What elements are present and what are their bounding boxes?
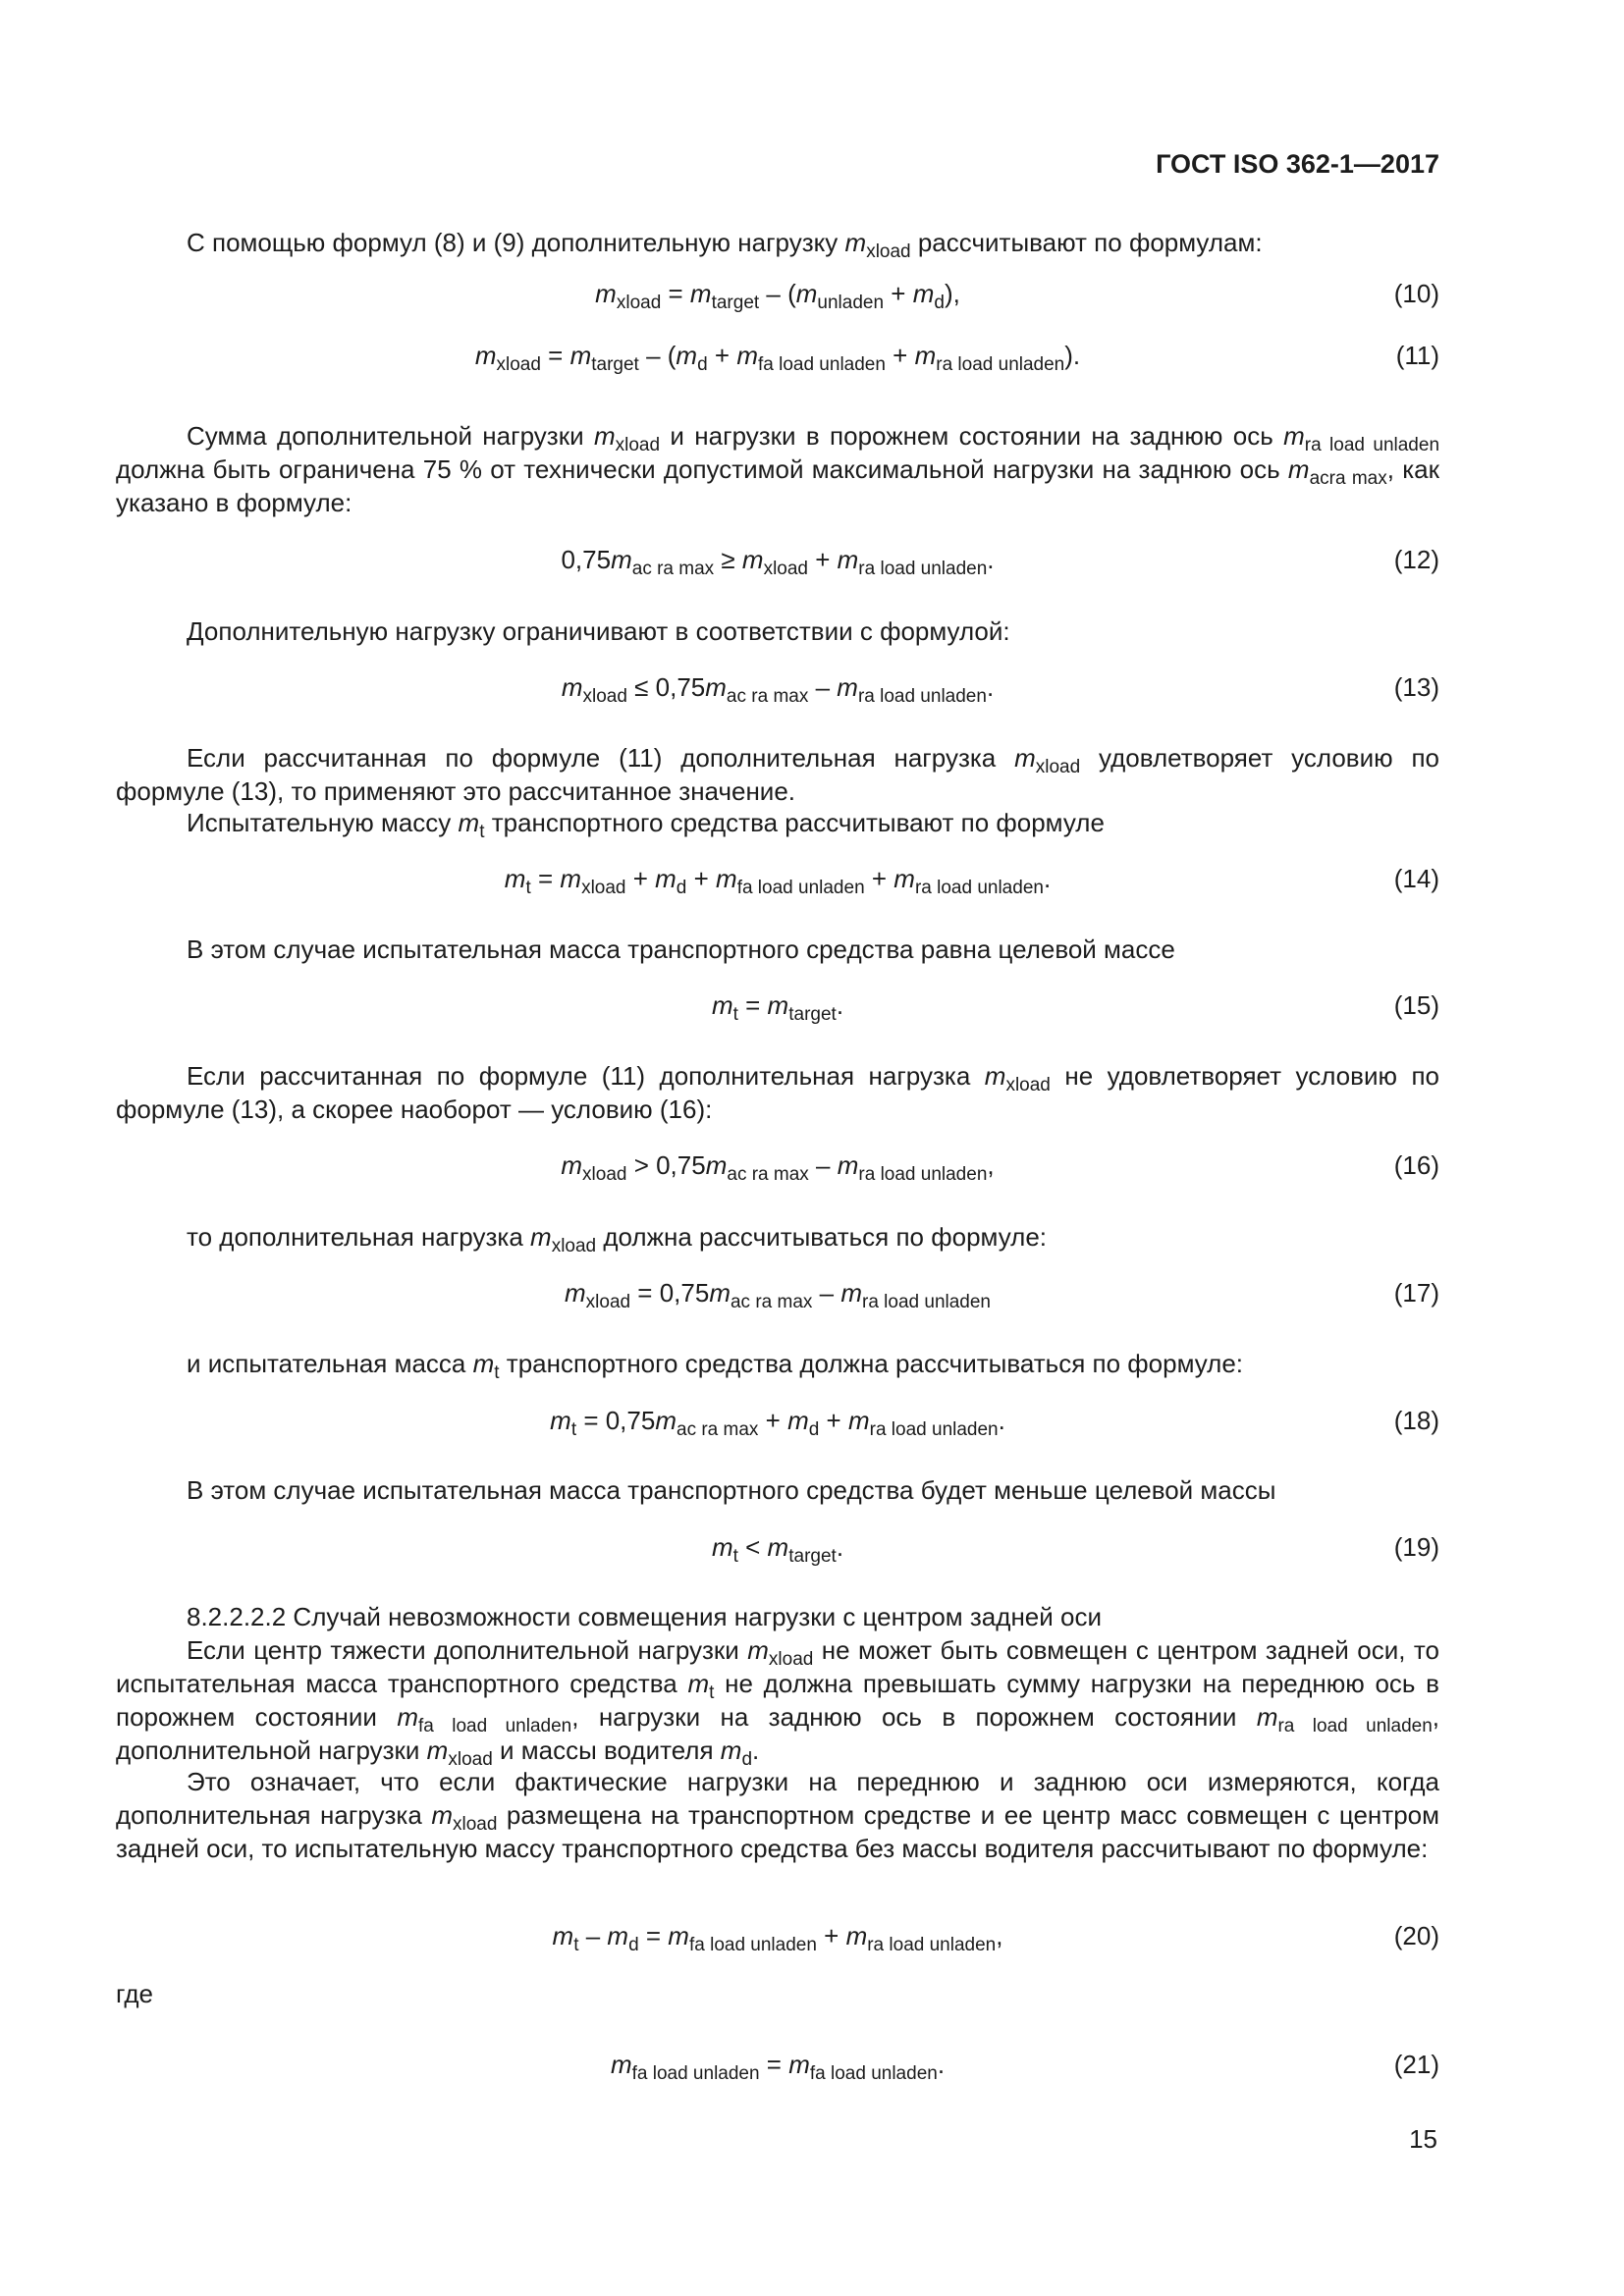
formula-21-expression: $m_{fa load unladen} = m_{fa load unladen}$. — [610, 2050, 946, 2084]
formula-21 — [116, 2048, 1439, 2087]
formula-16-number: (16) — [1393, 1150, 1439, 1180]
formula-14-number: (14) — [1393, 864, 1439, 893]
formula-20-expression: $m_t - m_d = m_{fa load unladen} + m_{ra load unladen}$, — [552, 1921, 1003, 1955]
formula-18 — [116, 1404, 1439, 1443]
formula-15 — [116, 988, 1439, 1028]
paragraph-meaning: Это означает, что если фактические нагрузки на переднюю и заднюю оси измеряются, когда дополнительная нагрузка $m_{xload}$ размещена на транспортном средстве и ее центр масс совмещен с центром задней оси, то испытательную массу транспортного средства без массы водителя рассчитывают по формуле: — [116, 1767, 1439, 1863]
formula-10 — [116, 277, 1439, 316]
page-number: 15 — [1409, 2124, 1437, 2154]
paragraph-equal-target: В этом случае испытательная масса транспортного средства равна целевой массе — [187, 934, 1175, 964]
paragraph-xload-calc: то дополнительная нагрузка $m_{xload}$ должна рассчитываться по формуле: — [187, 1222, 1047, 1256]
formula-12-expression: $0,75m_{ac ra max} \ge m_{xload} + m_{ra load unladen}$. — [561, 545, 995, 579]
formula-21-number: (21) — [1393, 2050, 1439, 2079]
formula-16-expression: $m_{xload} > 0,75m_{ac ra max} - m_{ra load unladen}$, — [561, 1150, 995, 1185]
paragraph-test-mass: Испытательную массу $m_t$ транспортного средства рассчитывают по формуле — [187, 808, 1105, 842]
formula-13-expression: $m_{xload} \le 0,75m_{ac ra max} - m_{ra load unladen}$. — [561, 672, 995, 707]
paragraph-cannot-align: Если центр тяжести дополнительной нагрузки $m_{xload}$ не может быть совмещен с центром задней оси, то испытательная масса транспортного средства $m_t$ не должна превышать сумму нагрузки на переднюю ось в порожнем состоянии $m_{fa load unladen}$, нагрузки на заднюю ось в порожнем состоянии $m_{ra load unladen}$, дополнительной нагрузки $m_{xload}$ и массы водителя $m_d$. — [116, 1635, 1440, 1770]
formula-13-number: (13) — [1393, 672, 1439, 702]
formula-19-expression: $m_t < m_{target}$. — [711, 1532, 844, 1567]
paragraph-condition-not-met: Если рассчитанная по формуле (11) дополнительная нагрузка $m_{xload}$ не удовлетворяет условию по формуле (13), а скорее наоборот — условию (16): — [116, 1061, 1439, 1124]
paragraph-intro: С помощью формул (8) и (9) дополнительную нагрузку $m_{xload}$ рассчитывают по формулам: — [187, 228, 1263, 262]
formula-15-expression: $m_t = m_{target}$. — [711, 990, 844, 1025]
formula-19-number: (19) — [1393, 1532, 1439, 1562]
formula-14 — [116, 862, 1439, 901]
formula-16 — [116, 1148, 1439, 1188]
formula-14-expression: $m_t = m_{xload} + m_d + m_{fa load unladen} + m_{ra load unladen}$. — [504, 864, 1052, 898]
formula-17 — [116, 1276, 1439, 1315]
formula-11 — [116, 339, 1439, 378]
formula-18-expression: $m_t = 0,75m_{ac ra max} + m_d + m_{ra load unladen}$. — [550, 1406, 1005, 1440]
paragraph-condition-met: Если рассчитанная по формуле (11) дополнительная нагрузка $m_{xload}$ удовлетворяет условию по формуле (13), то применяют это рассчитанное значение. — [116, 743, 1439, 806]
section-heading: 8.2.2.2.2 Случай невозможности совмещения нагрузки с центром задней оси — [187, 1602, 1102, 1631]
formula-11-expression: $m_{xload} = m_{target} - (m_d + m_{fa load unladen} + m_{ra load unladen})$. — [474, 341, 1081, 375]
document-header: ГОСТ ISO 362-1—2017 — [1156, 149, 1439, 179]
formula-17-expression: $m_{xload} = 0,75m_{ac ra max} - m_{ra load unladen}$ — [564, 1278, 991, 1312]
formula-15-number: (15) — [1393, 990, 1439, 1020]
formula-13 — [116, 670, 1439, 710]
paragraph-less-target: В этом случае испытательная масса транспортного средства будет меньше целевой массы — [187, 1475, 1276, 1505]
formula-10-expression: $m_{xload} = m_{target} - (m_{unladen} + m_d)$, — [595, 279, 960, 313]
formula-17-number: (17) — [1393, 1278, 1439, 1308]
formula-18-number: (18) — [1393, 1406, 1439, 1435]
paragraph-sum-limit: Сумма дополнительной нагрузки $m_{xload}$ и нагрузки в порожнем состоянии на заднюю ось $m_{ra load unladen}$ должна быть ограничена 75 % от технически допустимой максимальной нагрузки на заднюю ось $m_{acra max}$, как указано в формуле: — [116, 421, 1440, 517]
formula-12 — [116, 543, 1439, 582]
formula-20 — [116, 1919, 1439, 1958]
formula-19 — [116, 1530, 1439, 1570]
formula-12-number: (12) — [1393, 545, 1439, 574]
paragraph-limit: Дополнительную нагрузку ограничивают в соответствии с формулой: — [187, 616, 1010, 646]
formula-20-number: (20) — [1393, 1921, 1439, 1950]
formula-11-number: (11) — [1395, 341, 1439, 370]
where-label: где — [116, 1979, 153, 2008]
formula-10-number: (10) — [1393, 279, 1439, 308]
paragraph-test-mass-calc: и испытательная масса $m_t$ транспортного средства должна рассчитываться по формуле: — [187, 1349, 1244, 1383]
